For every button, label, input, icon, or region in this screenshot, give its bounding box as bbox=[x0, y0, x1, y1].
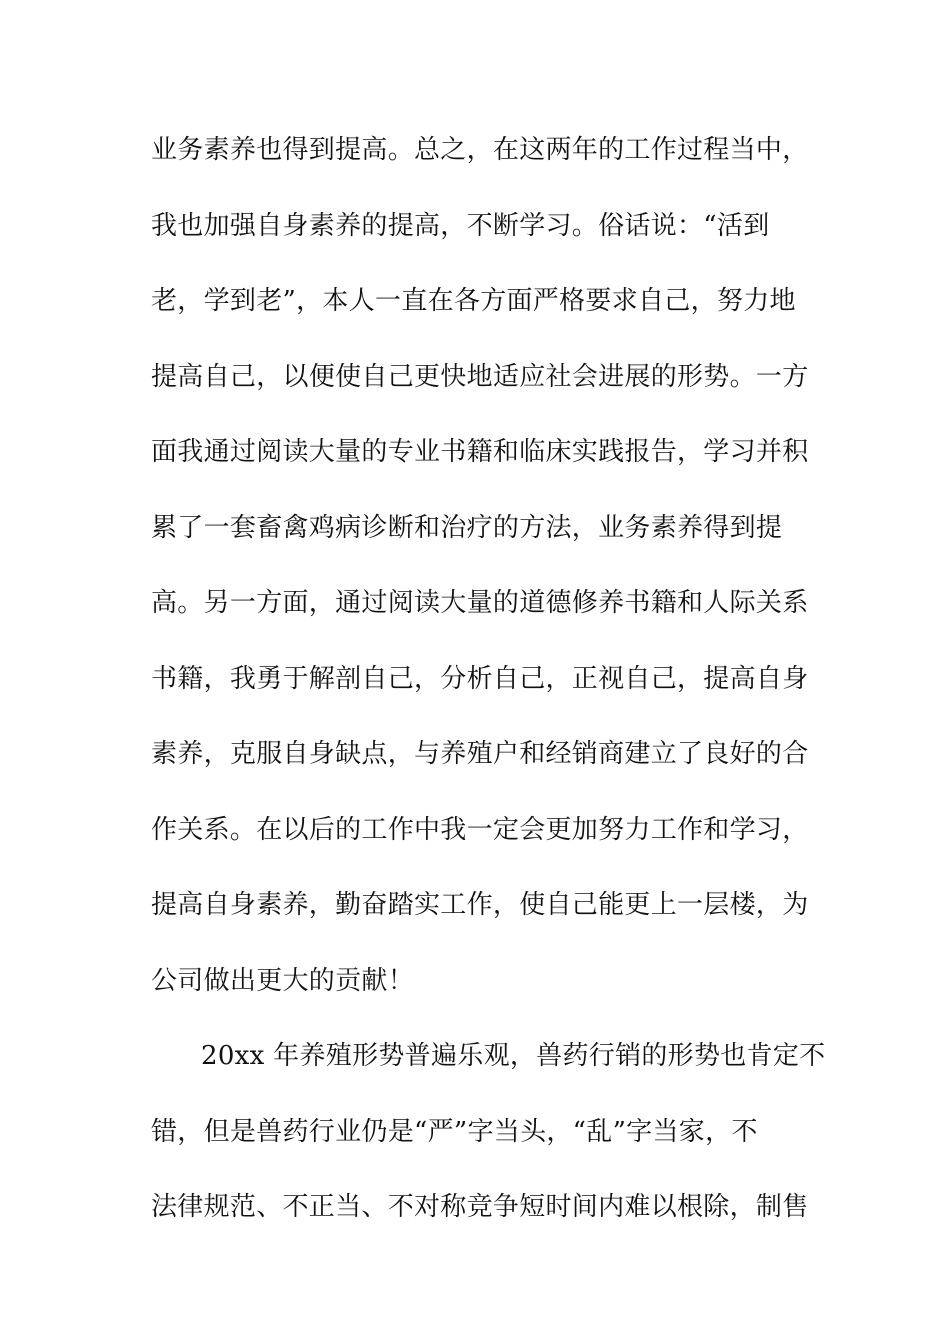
text-line: 提高自己，以便使自己更快地适应社会进展的形势。一方 bbox=[151, 361, 809, 392]
text-line: 公司做出更大的贡献！ bbox=[151, 965, 415, 996]
text-line: 提高自身素养，勤奋踏实工作，使自己能更上一层楼，为 bbox=[151, 890, 809, 920]
text-line: 高。另一方面，通过阅读大量的道德修养书籍和人际关系 bbox=[151, 588, 809, 618]
paragraph-start-line: 20xx 年养殖形势普遍乐观，兽药行销的形势也肯定不 bbox=[201, 1041, 826, 1071]
text-line: 业务素养也得到提高。总之，在这两年的工作过程当中， bbox=[151, 135, 809, 165]
text-line: 素养，克服自身缺点，与养殖户和经销商建立了良好的合 bbox=[151, 739, 809, 769]
text-line: 面我通过阅读大量的专业书籍和临床实践报告，学习并积 bbox=[151, 437, 809, 467]
text-line: 老，学到老”，本人一直在各方面严格要求自己，努力地 bbox=[151, 286, 796, 316]
body-text bbox=[151, 122, 826, 1255]
text-line: 作关系。在以后的工作中我一定会更加努力工作和学习， bbox=[151, 814, 809, 845]
text-line: 错，但是兽药行业仍是“严”字当头，“乱”字当家，不 bbox=[151, 1116, 758, 1147]
text-line: 书籍，我勇于解剖自己，分析自己，正视自己，提高自身 bbox=[151, 663, 809, 694]
text-line: 法律规范、不正当、不对称竞争短时间内难以根除，制售 bbox=[151, 1192, 809, 1222]
text-line: 我也加强自身素养的提高，不断学习。俗话说：“活到 bbox=[151, 210, 770, 241]
text-line: 累了一套畜禽鸡病诊断和治疗的方法，业务素养得到提 bbox=[151, 512, 783, 543]
